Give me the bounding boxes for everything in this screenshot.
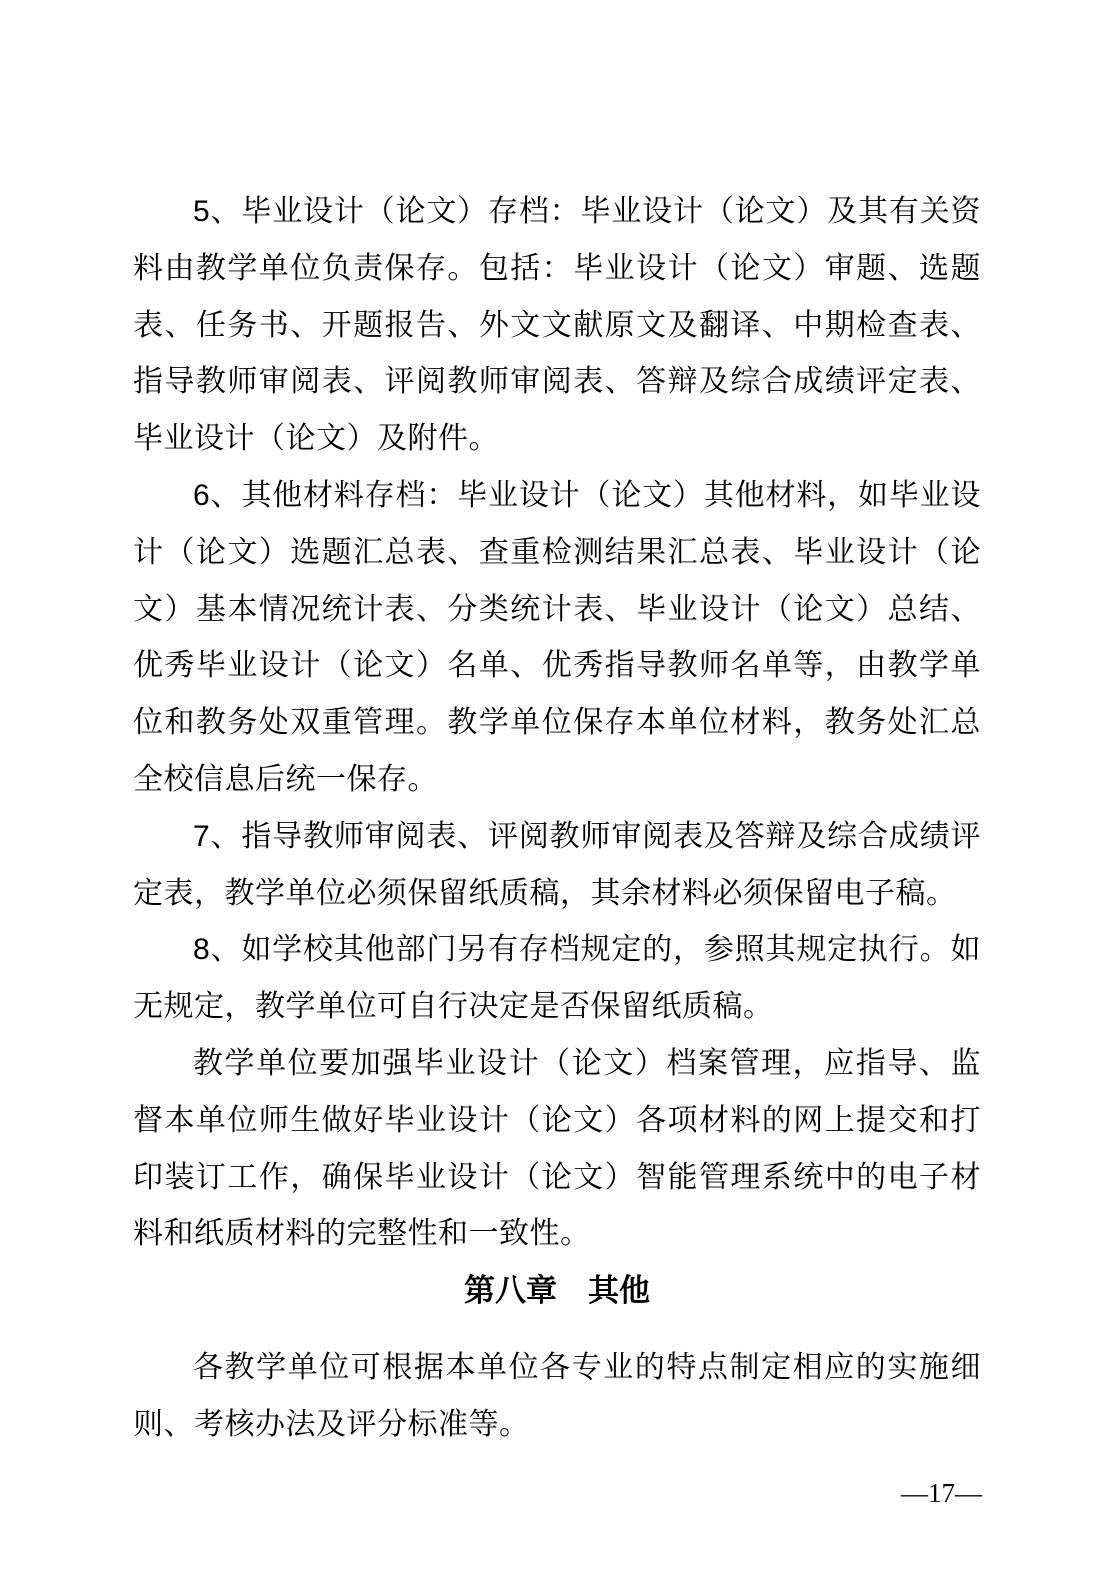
paragraph-archive-item-5: 5、毕业设计（论文）存档：毕业设计（论文）及其有关资料由教学单位负责保存。包括：毕业设计（论文）审题、选题表、任务书、开题报告、外文文献原文及翻译、中期检查表、指导教师审阅表、评阅教师审阅表、答辩及综合成绩评定表、毕业设计（论文）及附件。 [133, 195, 981, 456]
document-body [133, 184, 981, 1454]
page-number: —17— [901, 1478, 982, 1508]
paragraph-closing: 各教学单位可根据本单位各专业的特点制定相应的实施细则、考核办法及评分标准等。 [133, 1350, 981, 1441]
paragraph-archive-item-6: 6、其他材料存档：毕业设计（论文）其他材料，如毕业设计（论文）选题汇总表、查重检测结果汇总表、毕业设计（论文）基本情况统计表、分类统计表、毕业设计（论文）总结、优秀毕业设计（论文）名单、优秀指导教师名单等，由教学单位和教务处双重管理。教学单位保存本单位材料，教务处汇总全校信息后统一保存。 [133, 478, 981, 796]
chapter-heading: 第八章 其他 [464, 1273, 650, 1309]
paragraph-archive-item-7: 7、指导教师审阅表、评阅教师审阅表及答辩及综合成绩评定表，教学单位必须保留纸质稿，其余材料必须保留电子稿。 [133, 819, 981, 910]
paragraph-archive-item-8: 8、如学校其他部门另有存档规定的，参照其规定执行。如无规定，教学单位可自行决定是否保留纸质稿。 [133, 933, 981, 1024]
paragraph-archive-management: 教学单位要加强毕业设计（论文）档案管理，应指导、监督本单位师生做好毕业设计（论文）各项材料的网上提交和打印装订工作，确保毕业设计（论文）智能管理系统中的电子材料和纸质材料的完整性和一致性。 [133, 1046, 981, 1251]
